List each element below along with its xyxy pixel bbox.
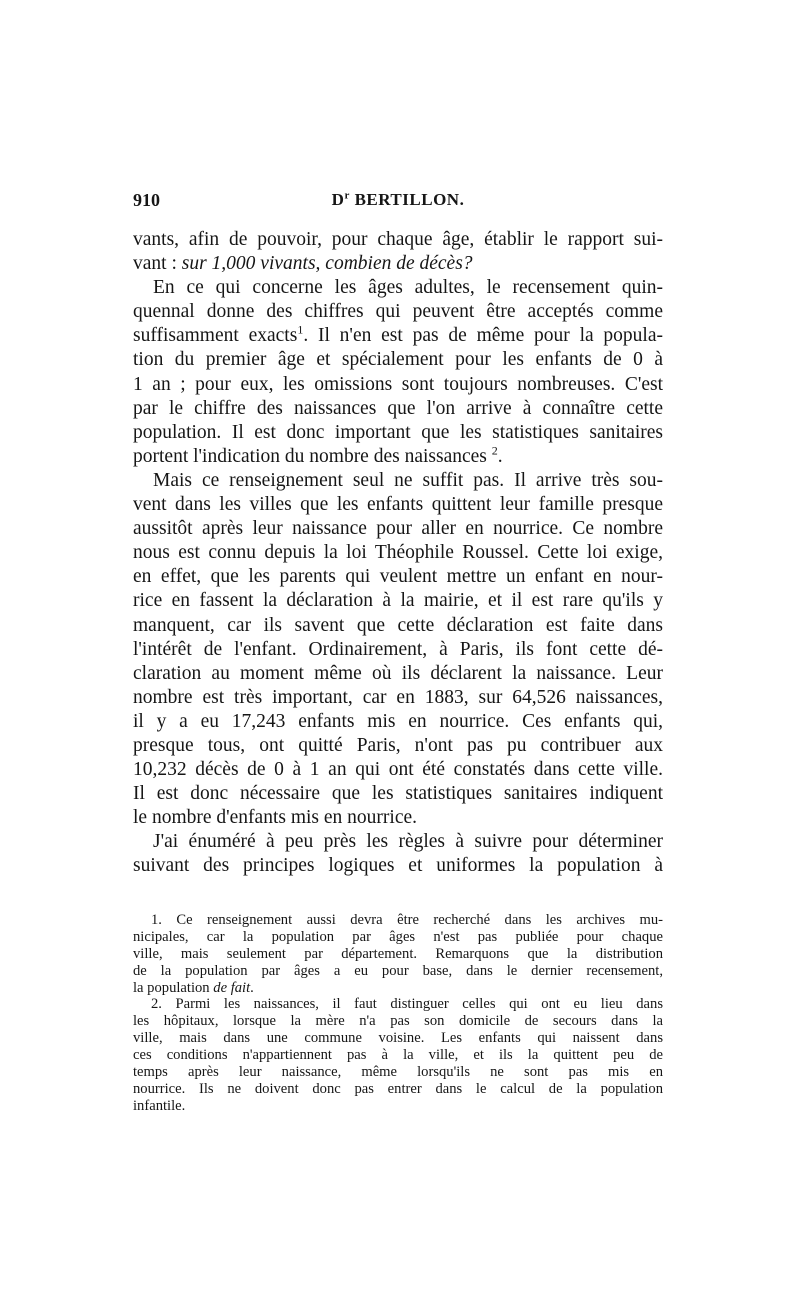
- italic-phrase: de fait: [213, 979, 251, 996]
- text-line: quennal donne des chiffres qui peuvent être acceptés comme: [133, 301, 663, 323]
- running-title-sup: r: [344, 189, 350, 202]
- text-line: rice en fassent la déclaration à la mairie, et il est rare qu'ils y: [133, 590, 663, 612]
- text-line: par le chiffre des naissances que l'on arrive à connaître cette: [133, 397, 663, 419]
- footnote-line: nourrice. Ils ne doivent donc pas entrer dans le calcul de la population: [133, 1080, 663, 1097]
- footnote-1: 1. Ce renseignement aussi devra être recherché dans les archives mu-: [151, 912, 663, 928]
- footnote-line: ville, mais seulement par département. Remarquons que la distribution: [133, 945, 663, 962]
- footnote-ref: 1: [297, 322, 304, 337]
- text-line: [133, 252, 663, 276]
- text-line: 1 an ; pour eux, les omissions sont toujours nombreuses. C'est: [133, 373, 663, 395]
- running-title-prefix: D: [331, 190, 345, 209]
- italic-phrase: sur 1,000 vivants, combien de décès?: [181, 253, 473, 275]
- text-span: portent l'indication du nombre des naissances: [133, 445, 492, 467]
- footnote-line: infantile.: [133, 1097, 186, 1114]
- text-line: le nombre d'enfants mis en nourrice.: [133, 807, 418, 829]
- text-line: [133, 445, 663, 469]
- text-line: aussitôt après leur naissance pour aller en nourrice. Ce nombre: [133, 518, 663, 540]
- footnote-line: de la population par âges a eu pour base, dans le dernier recensement,: [133, 962, 663, 979]
- text-span: vant :: [133, 253, 182, 275]
- text-line: nous est connu depuis la loi Théophile Roussel. Cette loi exige,: [133, 542, 663, 564]
- page-number: 910: [133, 190, 160, 210]
- footnote-ref: 2: [491, 443, 498, 458]
- footnote-2: 2. Parmi les naissances, il faut distinguer celles qui ont eu lieu dans: [151, 996, 663, 1013]
- text-span: .: [250, 979, 254, 996]
- footnote-line: nicipales, car la population par âges n'est pas publiée pour chaque: [133, 928, 663, 945]
- footnote-line: ces conditions n'appartiennent pas à la ville, et ils la quittent peu de: [133, 1047, 663, 1064]
- text-line: tion du premier âge et spécialement pour les enfants de 0 à: [133, 349, 663, 371]
- text-line: population. Il est donc important que les statistiques sanitaires: [133, 421, 663, 443]
- text-line: vants, afin de pouvoir, pour chaque âge, établir le rapport sui-: [133, 229, 663, 250]
- body-text: [133, 228, 663, 879]
- running-title: [133, 190, 663, 210]
- footnotes: [133, 912, 663, 1115]
- text-line: Il est donc nécessaire que les statistiques sanitaires indiquent: [133, 783, 663, 805]
- text-span: .: [497, 445, 503, 467]
- page-header: [133, 190, 663, 218]
- text-line: [133, 324, 663, 348]
- text-line: manquent, car ils savent que cette déclaration est faite dans: [133, 614, 663, 636]
- footnote-line: [133, 980, 663, 997]
- text-line: il y a eu 17,243 enfants mis en nourrice. Ces enfants qui,: [133, 710, 663, 732]
- footnote-line: temps après leur naissance, même lorsqu'ils ne sont pas mis en: [133, 1064, 663, 1081]
- paragraph-start: Mais ce renseignement seul ne suffit pas. Il arrive très sou-: [153, 469, 663, 491]
- text-line: l'intérêt de l'enfant. Ordinairement, à Paris, ils font cette dé-: [133, 638, 663, 660]
- footnote-line: ville, mais dans une commune voisine. Les enfants qui naissent dans: [133, 1030, 663, 1047]
- text-span: la population: [133, 979, 214, 996]
- text-line: en effet, que les parents qui veulent mettre un enfant en nour-: [133, 566, 663, 588]
- text-line: presque tous, ont quitté Paris, n'ont pas pu contribuer aux: [133, 734, 663, 756]
- text-line: vent dans les villes que les enfants quittent leur famille presque: [133, 494, 663, 516]
- paragraph-start: En ce qui concerne les âges adultes, le recensement quin-: [153, 277, 663, 299]
- text-span: . Il n'en est pas de même pour la popula-: [303, 325, 663, 347]
- footnote-line: les hôpitaux, lorsque la mère n'a pas son domicile de secours dans la: [133, 1013, 663, 1030]
- running-title-name: BERTILLON.: [349, 190, 465, 209]
- text-line: claration au moment même où ils déclarent la naissance. Leur: [133, 662, 663, 684]
- paragraph-start: J'ai énuméré à peu près les règles à suivre pour déterminer: [153, 831, 663, 853]
- text-line: suivant des principes logiques et uniformes la population à: [133, 855, 663, 877]
- text-span: suffisamment exacts: [133, 325, 298, 347]
- text-line: nombre est très important, car en 1883, sur 64,526 naissances,: [133, 686, 663, 708]
- text-line: 10,232 décès de 0 à 1 an qui ont été constatés dans cette ville.: [133, 759, 663, 781]
